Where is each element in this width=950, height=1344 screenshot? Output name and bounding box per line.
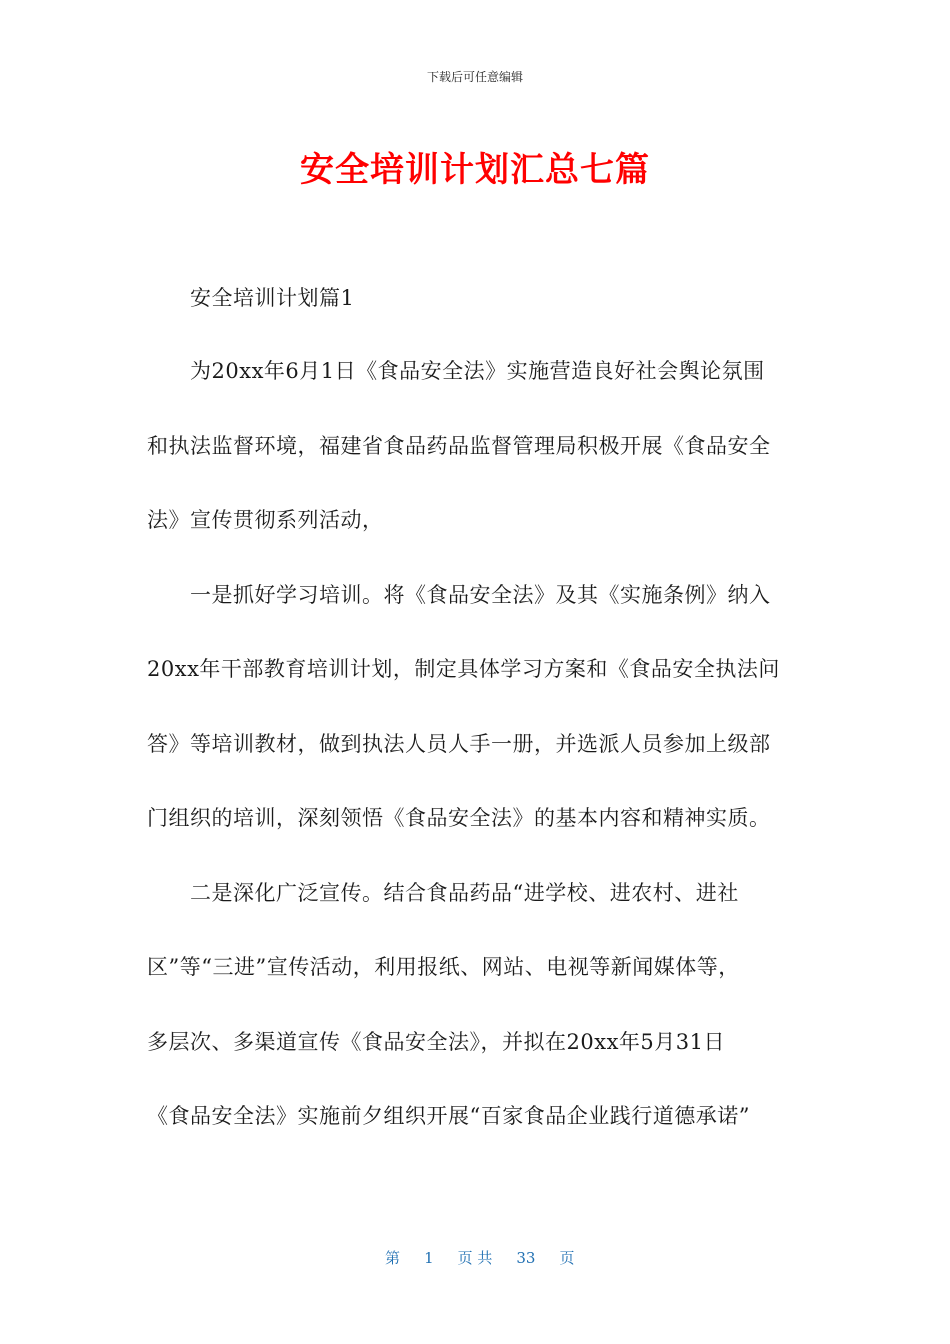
paragraph-line: 和执法监督环境，福建省食品药品监督管理局积极开展《食品安全 (147, 434, 771, 458)
paragraph-line: 区”等“三进”宣传活动，利用报纸、网站、电视等新闻媒体等， (147, 955, 740, 979)
paragraph-line: 多层次、多渠道宣传《食品安全法》，并拟在20xx年5月31日 (147, 1030, 725, 1054)
page-footer (0, 1229, 950, 1268)
paragraph-line: 法》宣传贯彻系列活动， (147, 508, 384, 532)
paragraph-line: 答》等培训教材，做到执法人员人手一册，并选派人员参加上级部 (147, 732, 771, 756)
paragraph-line: 门组织的培训，深刻领悟《食品安全法》的基本内容和精神实质。 (147, 806, 771, 830)
section-heading: 安全培训计划篇1 (190, 286, 355, 310)
footer-page-label: 第 (385, 1249, 401, 1267)
header-note: 下载后可任意编辑 (426, 70, 523, 84)
footer-page-suffix: 页 (559, 1249, 575, 1267)
footer-total-label: 页 共 (457, 1249, 493, 1267)
total-pages-number: 33 (516, 1249, 536, 1267)
paragraph-line: 为20xx年6月1日《食品安全法》实施营造良好社会舆论氛围 (190, 359, 765, 383)
paragraph-line: 一是抓好学习培训。将《食品安全法》及其《实施条例》纳入 (190, 583, 771, 607)
current-page-number: 1 (424, 1249, 434, 1267)
paragraph-line: 《食品安全法》实施前夕组织开展“百家食品企业践行道德承诺” (147, 1104, 750, 1128)
paragraph-line: 二是深化广泛宣传。结合食品药品“进学校、进农村、进社 (190, 881, 739, 905)
paragraph-line: 20xx年干部教育培训计划，制定具体学习方案和《食品安全执法问 (147, 657, 780, 681)
document-title: 安全培训计划汇总七篇 (300, 150, 650, 190)
